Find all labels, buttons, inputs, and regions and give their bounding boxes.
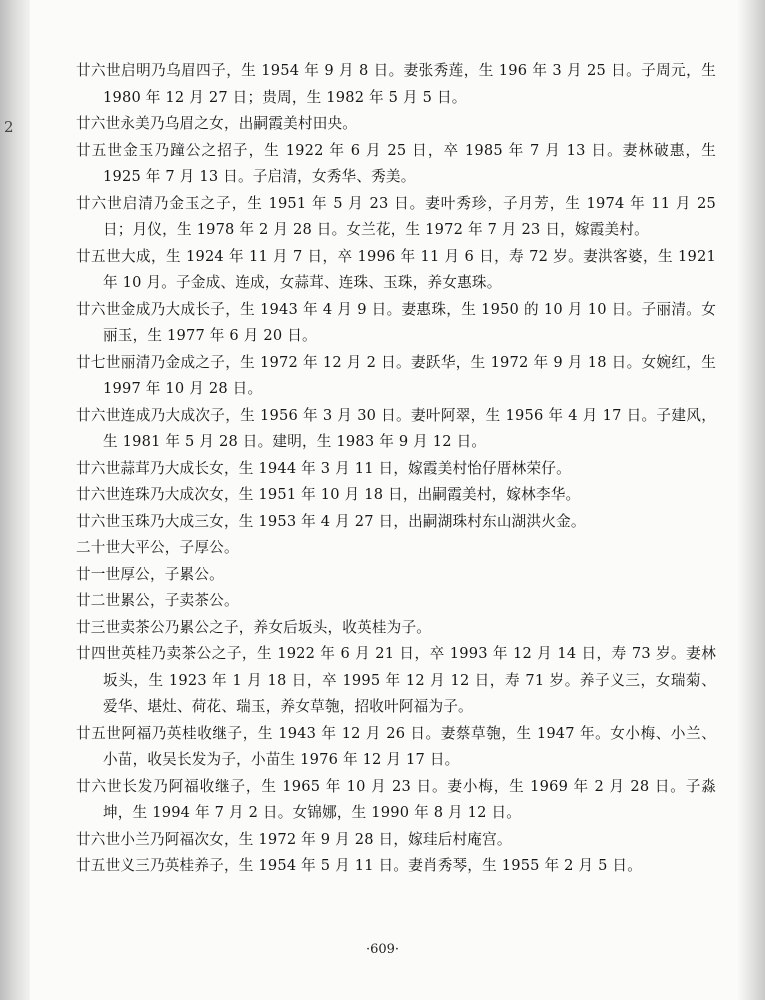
entry-8: 廿六世连成乃大成次子，生 1956 年 3 月 30 日。妻叶阿翠，生 1956 年 4 月 17 日。子建风，生 1981 年 5 月 28 日。建明，生 1983 年 9 月 12 日。	[76, 406, 716, 450]
genealogy-text	[76, 58, 716, 880]
margin-mark: 2	[4, 118, 14, 136]
entry-1: 廿六世启明乃乌眉四子，生 1954 年 9 月 8 日。妻张秀莲，生 196 年 3 月 25 日。子周元，生 1980 年 12 月 27 日；贵周，生 1982 年 5 月 5 日。	[76, 62, 716, 106]
entry-19: 廿六世小兰乃阿福次女，生 1972 年 9 月 28 日，嫁珪后村庵宫。	[76, 830, 512, 848]
entry-5: 廿五世大成，生 1924 年 11 月 7 日，卒 1996 年 11 月 6 日，寿 72 岁。妻洪客婆，生 1921 年 10 月。子金成、连成，女蒜茸、连珠、玉珠，养女惠珠。	[76, 247, 716, 291]
entry-14: 廿二世累公，子卖茶公。	[76, 592, 239, 609]
entry-17: 廿五世阿福乃英桂收继子，生 1943 年 12 月 26 日。妻蔡草匏，生 1947 年。女小梅、小兰、小苗，收吴长发为子，小苗生 1976 年 12 月 17 日。	[76, 724, 716, 768]
binding-shadow-left	[0, 0, 30, 1000]
entry-16: 廿四世英桂乃卖茶公之子，生 1922 年 6 月 21 日，卒 1993 年 12 月 14 日，寿 73 岁。妻林坂头，生 1923 年 1 月 18 日，卒 1995 年 12 月 12 日，寿 71 岁。养子义三，女瑞菊、爱华、堪灶、荷花、瑞玉，养女草匏，招收叶阿福为子。	[76, 645, 716, 715]
entry-2: 廿六世永美乃乌眉之女，出嗣霞美村田央。	[76, 115, 358, 132]
entry-18: 廿六世长发乃阿福收继子，生 1965 年 10 月 23 日。妻小梅，生 1969 年 2 月 28 日。子淼坤，生 1994 年 7 月 2 日。女锦娜，生 1990 年 8 月 12 日。	[76, 777, 716, 821]
entry-13: 廿一世厚公，子累公。	[76, 565, 224, 583]
entry-20: 廿五世义三乃英桂养子，生 1954 年 5 月 11 日。妻肖秀琴，生 1955 年 2 月 5 日。	[76, 857, 643, 874]
entry-10: 廿六世连珠乃大成次女，生 1951 年 10 月 18 日，出嗣霞美村，嫁林李华。	[76, 486, 581, 503]
entry-4: 廿六世启清乃金玉之子，生 1951 年 5 月 23 日。妻叶秀珍，子月芳，生 1974 年 11 月 25 日；月仪，生 1978 年 2 月 28 日。女兰花，生 1972 年 7 月 23 日，嫁霞美村。	[76, 194, 716, 238]
entry-7: 廿七世丽清乃金成之子，生 1972 年 12 月 2 日。妻跃华，生 1972 年 9 月 18 日。女婉红，生 1997 年 10 月 28 日。	[76, 353, 716, 397]
page-number: ·609·	[365, 942, 400, 957]
entry-9: 廿六世蒜茸乃大成长女，生 1944 年 3 月 11 日，嫁霞美村怡仔厝林荣仔。	[76, 459, 571, 477]
entry-6: 廿六世金成乃大成长子，生 1943 年 4 月 9 日。妻惠珠，生 1950 的 10 月 10 日。子丽清。女丽玉，生 1977 年 6 月 20 日。	[76, 300, 716, 344]
entry-12: 二十世大平公，子厚公。	[76, 539, 239, 556]
entry-3: 廿五世金玉乃蹱公之招子，生 1922 年 6 月 25 日，卒 1985 年 7 月 13 日。妻林破惠，生 1925 年 7 月 13 日。子启清，女秀华、秀美。	[76, 141, 716, 185]
entry-15: 廿三世卖茶公乃累公之子，养女后坂头，收英桂为子。	[76, 618, 432, 636]
binding-shadow-right	[737, 0, 765, 1000]
entry-11: 廿六世玉珠乃大成三女，生 1953 年 4 月 27 日，出嗣湖珠村东山湖洪火金。	[76, 512, 586, 530]
